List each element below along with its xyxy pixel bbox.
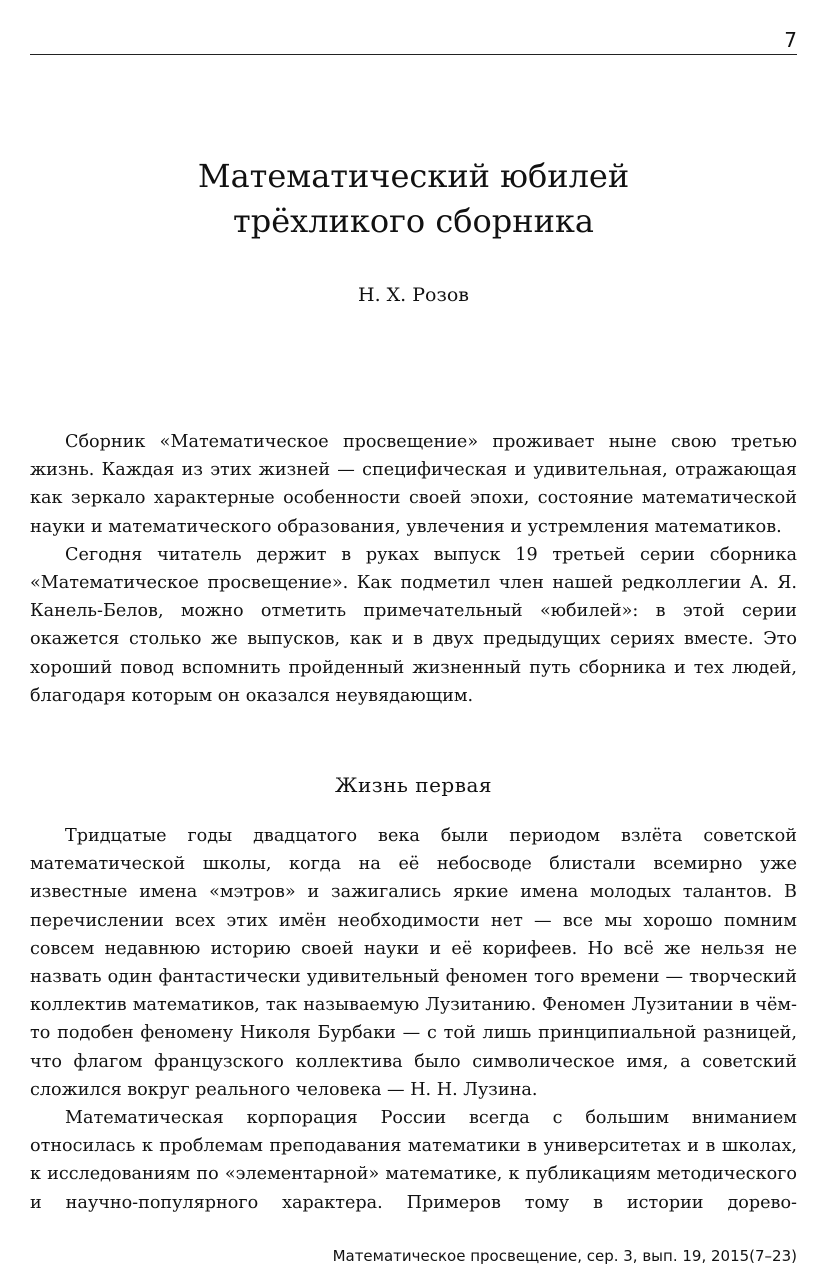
intro-section bbox=[30, 428, 797, 710]
article-title bbox=[30, 154, 797, 244]
paragraph: Тридцатые годы двадцатого века были периодом взлёта советской математической школы, когда на её небосводе блистали всемирно уже известные имена «мэтров» и зажигались яркие имена молодых талантов. В перечислении всех этих имён необходимости нет — все мы хорошо помним совсем недавнюю историю своей науки и её корифеев. Но всё же нельзя не назвать один фантастически удивительный феномен того времени — творческий коллектив математиков, так называемую Лузитанию. Феномен Лузитании в чём-то подобен феномену Николя Бурбаки — с той лишь принципиальной разницей, что флагом французского коллектива было символическое имя, а советский сложился вокруг реального человека — Н. Н. Лузина. bbox=[30, 826, 797, 1100]
author: Н. Х. Розов bbox=[358, 284, 469, 306]
header-rule bbox=[30, 54, 797, 55]
title-line-2: трёхликого сборника bbox=[233, 202, 594, 240]
footer-citation: Математическое просвещение, сер. 3, вып. 19, 2015(7–23) bbox=[332, 1247, 797, 1265]
title-line-1: Математический юбилей bbox=[197, 157, 630, 195]
section-body bbox=[30, 822, 797, 1217]
paragraph: Сборник «Математическое просвещение» проживает ныне свою третью жизнь. Каждая из этих жизней — специфическая и удивительная, отражающая как зеркало характерные особенности своей эпохи, состояние математической науки и математического образования, увлечения и устремления математиков. bbox=[30, 432, 797, 537]
section-heading: Жизнь первая bbox=[334, 773, 493, 797]
paragraph: Математическая корпорация России всегда с большим вниманием относилась к проблемам преподавания математики в университетах и в школах, к исследованиям по «элементарной» математике, к публикациям методического и научно-популярного характера. Примеров тому в истории дорево- bbox=[30, 1108, 797, 1213]
page-number: 7 bbox=[784, 28, 797, 52]
paragraph: Сегодня читатель держит в руках выпуск 19 третьей серии сборника «Математическое просвещение». Как подметил член нашей редколлегии А. Я. Канель-Белов, можно отметить примечательный «юбилей»: в этой серии окажется столько же выпусков, как и в двух предыдущих сериях вместе. Это хороший повод вспомнить пройденный жизненный путь сборника и тех людей, благодаря которым он оказался неувядающим. bbox=[30, 544, 797, 706]
